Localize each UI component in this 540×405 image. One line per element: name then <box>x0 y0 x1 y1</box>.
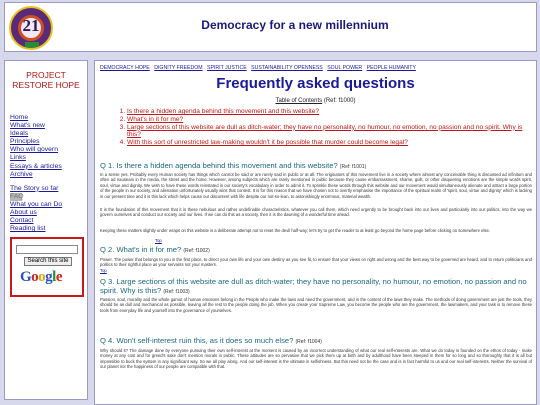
nav-about-us[interactable]: About us <box>10 209 37 217</box>
nav-story-so-far[interactable]: The Story so far <box>10 184 59 192</box>
nav-home[interactable]: Home <box>10 114 29 121</box>
back-to-top-link[interactable]: Top <box>100 268 107 273</box>
topnav-democracy-hope[interactable]: DEMOCRACY HOPE <box>100 65 150 71</box>
topic-nav <box>100 65 419 71</box>
toc-link-4[interactable]: With this sort of unrestricted law-making wouldn't it be possible that murder could become legal? <box>127 139 408 147</box>
answer-4-paragraph-1: Why should it? The damage done by everyone pursuing their own self-interest at the moment is caused by an incorrect understanding of what our real self-interests are. What we do today is founded on the ethos of today - make money at any cost and for greed's sake don't mention morals in public. These attitudes are so pervasive that we pick them up at birth and by adulthood have been steeped in them for so long and so thoroughly that it is all but impossible to buck the system in any significant way. So we all play along. And our self-interest is the ultimate in selfishness. But this need not be the case and is in fact harmful to us and our real self-interests. Neither the survival of our planet nor the happiness of our people are compatible with that. <box>100 348 532 370</box>
answer-1-paragraph-1: In a sense yes. Probably every Human society has things which cannot be said or are rarely said in public or at all. The originators of this movement live in a society where almost any conceivable thing is discussed ad infinitum and often ad nauseam in the media, the street and the home. However, among subjects which are rarely mentioned in public because they cause embarrassment, shame, guilt, or other disquieting emotions are the simple words spirit, soul, virtue and dignity. We wish to have these words reinstated in our society's vocabulary in order to admit it. To sprinkle these words through this website and our movement would simultaneously alienate and attract a large portion of the people in our society, and alienation unfortunately usually wins that contest. It is for this reason that we have chosen not to overtly emphasise the importance of the spiritual realm of 'spirit, soul, virtue and dignity' which is lacking in our present time and it is this lack which helps cause our discontent with life despite our not-so-lean, to astonishingly enormous, material wealth. <box>100 172 532 199</box>
answer-1-paragraph-3: Keeping these matters slightly under wraps on this website is a deliberate attempt not to reset the devil half-way; let's try to get the reader to at least go beyond the home page before clicking on somewhere else. <box>100 228 490 233</box>
topnav-people-humanity[interactable]: PEOPLE HUMANITY <box>366 65 416 71</box>
answer-1-paragraph-2: It is the foundation of this movement that it is these nebulous and rather undefinable characteristics, whatever you call them, which need urgently to be brought back into our lives and particularly into our politics, into the way we govern ourselves and conduct our society and our lives. If we can do this as a society, then it is the dawning of a wonderful time ahead. <box>100 207 532 218</box>
search-button[interactable]: Search this site <box>24 257 72 266</box>
nav-ideals[interactable]: Ideals <box>10 130 29 138</box>
toc-item <box>127 124 527 140</box>
project-title: PROJECT RESTORE HOPE <box>12 70 80 90</box>
toc-link-3[interactable]: Large sections of this website are dull as ditch-water; they have no personality, no humour, no emotion, no passion and no spirit. Why is this? <box>127 123 523 139</box>
header <box>4 2 537 52</box>
nav-essays[interactable]: Essays & articles <box>10 162 62 170</box>
page-title: Frequently asked questions <box>216 75 415 92</box>
sidebar-nav <box>10 114 87 233</box>
nav-reading-list[interactable]: Reading list <box>10 225 46 233</box>
topnav-soul-power[interactable]: SOUL POWER <box>327 65 363 71</box>
table-of-contents <box>117 108 527 147</box>
nav-what-you-can-do[interactable]: What you can Do <box>10 200 63 208</box>
topnav-dignity-freedom[interactable]: DIGNITY FREEDOM <box>154 65 203 71</box>
nav-faq[interactable]: FAQ <box>10 192 24 200</box>
toc-title: Table of Contents (Ref: f1000) <box>275 98 356 104</box>
nav-whats-new[interactable]: What's new <box>10 122 45 130</box>
nav-who-will-govern[interactable]: Who will govern <box>10 146 58 154</box>
answer-3-paragraph-1: Passion, soul, morality and the whole gamut of human emotions belong in the People who make the laws and need the government, and in the content of the laws they make. The methods of doing government are just the tools, they should be as dull and mechanical as possible, leaving all the rest to the people doing the job. When you create your Supreme Law, you become the people who are the government, the lawmakers, and your task is to remove these tools from everyday life and yourself into the governance of yourselves. <box>100 297 532 313</box>
nav-contact[interactable]: Contact <box>10 217 34 225</box>
question-3-heading: Q 3. Large sections of this website are dull as ditch-water; they have no personality, no humour, no emotion, no passion and no spirit. Why is this? (Ref: f1003) <box>100 277 527 295</box>
toc-item <box>127 108 527 116</box>
question-2-heading: Q 2. What's in it for me? (Ref: f1002) <box>100 245 210 254</box>
nav-principles[interactable]: Principles <box>10 138 40 146</box>
toc-item <box>127 116 527 124</box>
search-input[interactable] <box>16 245 78 254</box>
main-content <box>94 60 537 405</box>
toc-link-2[interactable]: What's in it for me? <box>127 115 184 123</box>
google-logo[interactable]: Google <box>20 269 63 285</box>
logo-flag <box>25 42 39 48</box>
back-to-top-link[interactable]: Top <box>155 238 162 243</box>
logo-number: 21 <box>22 16 40 35</box>
nav-links[interactable]: Links <box>10 154 26 162</box>
nav-archive[interactable]: Archive <box>10 170 33 178</box>
toc-item <box>127 139 527 147</box>
sidebar <box>4 60 88 400</box>
answer-2-paragraph-1: Power. The power that belongs to you in the first place, to direct your own life and your own destiny as you see fit, to ensure that your views on right and wrong and the best way to be governed are heard, and to return politicians and politics to their rightful place as your servants not your masters. <box>100 257 532 268</box>
site-title: Democracy for a new millennium <box>201 18 389 32</box>
question-1-heading: Q 1. Is there a hidden agenda behind this movement and this website? (Ref: f1001) <box>100 161 367 170</box>
toc-link-1[interactable]: Is there a hidden agenda behind this movement and this website? <box>127 108 320 115</box>
question-4-heading: Q 4. Won't self-interest ruin this, as it does so much else? (Ref: f1004) <box>100 336 322 345</box>
site-logo[interactable] <box>9 6 53 50</box>
topnav-spirit-justice[interactable]: SPIRIT JUSTICE <box>207 65 247 71</box>
topnav-sustainability-openness[interactable]: SUSTAINABILITY OPENNESS <box>251 65 323 71</box>
site-search-box <box>10 237 84 297</box>
